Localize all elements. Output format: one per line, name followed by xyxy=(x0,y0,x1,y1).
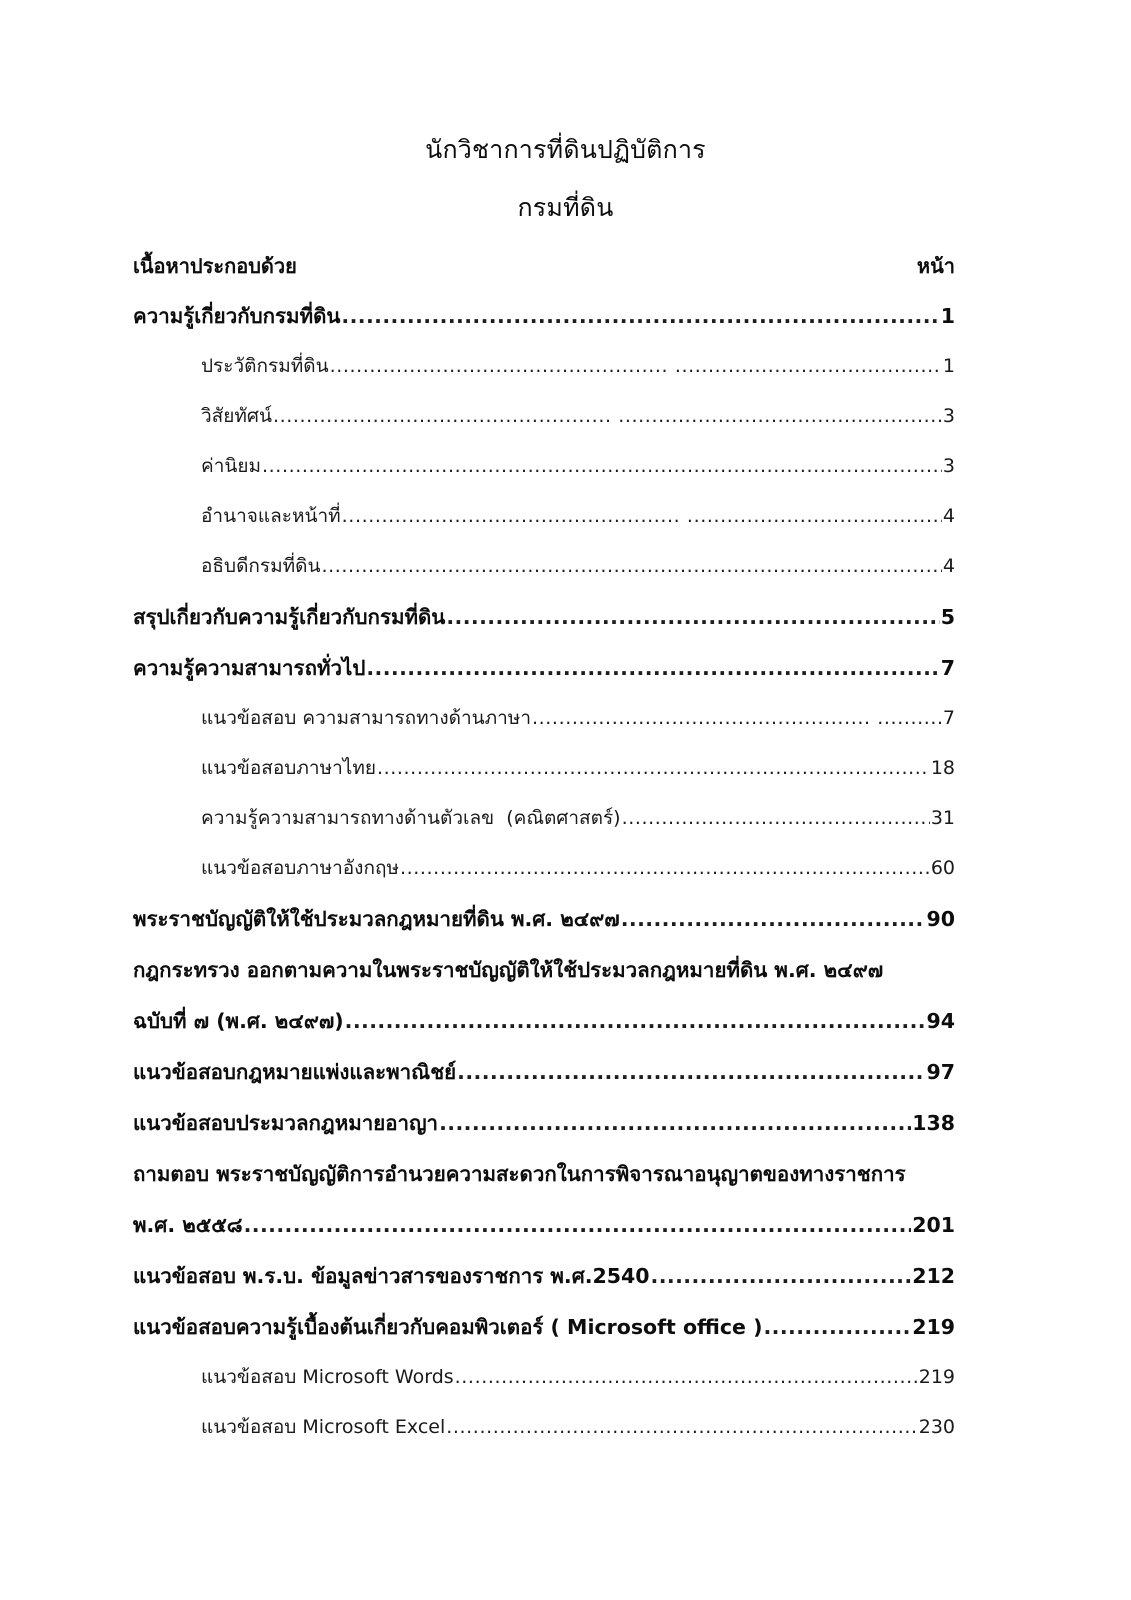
toc-entry-heading[interactable] xyxy=(133,1209,955,1260)
toc-dot-leader xyxy=(377,757,930,779)
toc-entry-label: กฎกระทรวง ออกตามความในพระราชบัญญัติให้ใช้ประมวลกฎหมายที่ดิน พ.ศ. ๒๔๙๗ xyxy=(133,958,884,982)
toc-page-number: 219 xyxy=(918,1366,955,1388)
toc-page-number: 1 xyxy=(940,304,955,328)
toc-dot-leader xyxy=(651,1264,912,1288)
toc-page-number: 18 xyxy=(930,757,955,779)
toc-entry-label: แนวข้อสอบภาษาไทย xyxy=(201,757,376,779)
toc-page-number: 90 xyxy=(926,907,955,931)
toc-dot-leader xyxy=(366,656,939,680)
toc-entry-label: แนวข้อสอบความรู้เบื้องต้นเกี่ยวกับคอมพิวเตอร์ ( Microsoft office ) xyxy=(133,1315,763,1339)
toc-dot-leader xyxy=(345,1009,926,1033)
toc-entry-label: ค่านิยม xyxy=(201,455,262,477)
toc-entry-sub[interactable] xyxy=(133,803,955,853)
toc-entry-label: แนวข้อสอบภาษาอังกฤษ xyxy=(201,857,399,879)
toc-entry-sub[interactable] xyxy=(133,551,955,601)
toc-dot-leader xyxy=(763,1315,911,1339)
toc-dot-leader xyxy=(273,405,942,427)
toc-page-number: 3 xyxy=(942,405,955,427)
toc-entry-label: พ.ศ. ๒๕๕๘ xyxy=(133,1213,243,1237)
toc-entry-label: ฉบับที่ ๗ (พ.ศ. ๒๔๙๗) xyxy=(133,1009,344,1033)
toc-entry-label: วิสัยทัศน์ xyxy=(201,405,272,427)
toc-dot-leader xyxy=(446,605,939,629)
toc-entry-label: อธิบดีกรมที่ดิน xyxy=(201,555,321,577)
toc-dot-leader xyxy=(341,304,939,328)
toc-page-number: 97 xyxy=(926,1060,955,1084)
toc-page-number: 4 xyxy=(942,555,955,577)
toc-entry-sub[interactable] xyxy=(133,401,955,451)
toc-dot-leader xyxy=(244,1213,912,1237)
toc-entry-label: แนวข้อสอบ Microsoft Excel xyxy=(201,1416,446,1438)
toc-dot-leader xyxy=(455,1366,918,1388)
toc-entry-heading[interactable] xyxy=(133,601,955,652)
toc-entry-label: แนวข้อสอบ ความสามารถทางด้านภาษา xyxy=(201,707,532,729)
toc-dot-leader xyxy=(446,1416,917,1438)
toc-page-number: 212 xyxy=(912,1264,955,1288)
toc-page-number: 4 xyxy=(942,505,955,527)
toc-page-number: 219 xyxy=(912,1315,955,1339)
toc-page-number: 201 xyxy=(912,1213,955,1237)
toc-page-number: 230 xyxy=(918,1416,955,1438)
toc-entry-label: ความรู้ความสามารถทางด้านตัวเลข (คณิตศาสตร์) xyxy=(201,807,621,829)
toc-entry-sub[interactable] xyxy=(133,703,955,753)
document-title-primary: นักวิชาการที่ดินปฏิบัติการ xyxy=(425,135,706,164)
toc-entry-label: ความรู้เกี่ยวกับกรมที่ดิน xyxy=(133,304,341,328)
toc-entry-heading[interactable] xyxy=(133,1260,955,1311)
toc-entry-label: แนวข้อสอบกฎหมายแพ่งและพาณิชย์ xyxy=(133,1060,457,1084)
toc-entry-heading[interactable] xyxy=(133,1107,955,1158)
toc-contents-label: เนื้อหาประกอบด้วย xyxy=(133,254,297,278)
toc-page-number: 7 xyxy=(940,656,955,680)
toc-column-headers xyxy=(133,250,955,282)
toc-dot-leader xyxy=(622,807,930,829)
toc-entry-heading[interactable] xyxy=(133,652,955,703)
toc-entry-heading[interactable] xyxy=(133,1158,955,1209)
toc-entry-heading[interactable] xyxy=(133,1311,955,1362)
toc-entry-heading[interactable] xyxy=(133,903,955,954)
toc-entry-sub[interactable] xyxy=(133,853,955,903)
toc-entry-label: แนวข้อสอบ พ.ร.บ. ข้อมูลข่าวสารของราชการ พ.ศ.2540 xyxy=(133,1264,650,1288)
toc-entry-heading[interactable] xyxy=(133,1056,955,1107)
toc-page-number: 60 xyxy=(930,857,955,879)
toc-dot-leader xyxy=(621,907,926,931)
toc-entry-label: แนวข้อสอบประมวลกฎหมายอาญา xyxy=(133,1111,439,1135)
toc-entry-label: ถามตอบ พระราชบัญญัติการอำนวยความสะดวกในการพิจารณาอนุญาตของทางราชการ xyxy=(133,1162,906,1186)
toc-entry-sub[interactable] xyxy=(133,451,955,501)
toc-entry-sub[interactable] xyxy=(133,1412,955,1462)
toc-entry-sub[interactable] xyxy=(133,1362,955,1412)
toc-page-number: 7 xyxy=(942,707,955,729)
toc-dot-leader xyxy=(342,505,942,527)
document-title-secondary: กรมที่ดิน xyxy=(517,193,614,222)
toc-page-label: หน้า xyxy=(916,254,955,278)
toc-dot-leader xyxy=(400,857,930,879)
toc-dot-leader xyxy=(532,707,942,729)
toc-entry-sub[interactable] xyxy=(133,753,955,803)
toc-entry-label: อำนาจและหน้าที่ xyxy=(201,505,341,527)
toc-page-number: 31 xyxy=(930,807,955,829)
table-of-contents xyxy=(133,300,955,1462)
toc-page-number: 5 xyxy=(940,605,955,629)
toc-page-number: 3 xyxy=(942,455,955,477)
toc-entry-label: แนวข้อสอบ Microsoft Words xyxy=(201,1366,454,1388)
toc-entry-heading[interactable] xyxy=(133,954,955,1005)
toc-entry-label: สรุปเกี่ยวกับความรู้เกี่ยวกับกรมที่ดิน xyxy=(133,605,446,629)
toc-entry-heading[interactable] xyxy=(133,300,955,351)
toc-entry-sub[interactable] xyxy=(133,501,955,551)
toc-dot-leader xyxy=(330,355,942,377)
toc-dot-leader xyxy=(322,555,942,577)
toc-page-number: 138 xyxy=(912,1111,955,1135)
toc-page-number: 94 xyxy=(926,1009,955,1033)
toc-entry-label: ความรู้ความสามารถทั่วไป xyxy=(133,656,366,680)
toc-entry-heading[interactable] xyxy=(133,1005,955,1056)
toc-dot-leader xyxy=(262,455,942,477)
toc-entry-label: พระราชบัญญัติให้ใช้ประมวลกฎหมายที่ดิน พ.ศ. ๒๔๙๗ xyxy=(133,907,620,931)
toc-page-number: 1 xyxy=(942,355,955,377)
toc-entry-sub[interactable] xyxy=(133,351,955,401)
toc-dot-leader xyxy=(439,1111,911,1135)
toc-entry-label: ประวัติกรมที่ดิน xyxy=(201,355,329,377)
toc-dot-leader xyxy=(457,1060,925,1084)
